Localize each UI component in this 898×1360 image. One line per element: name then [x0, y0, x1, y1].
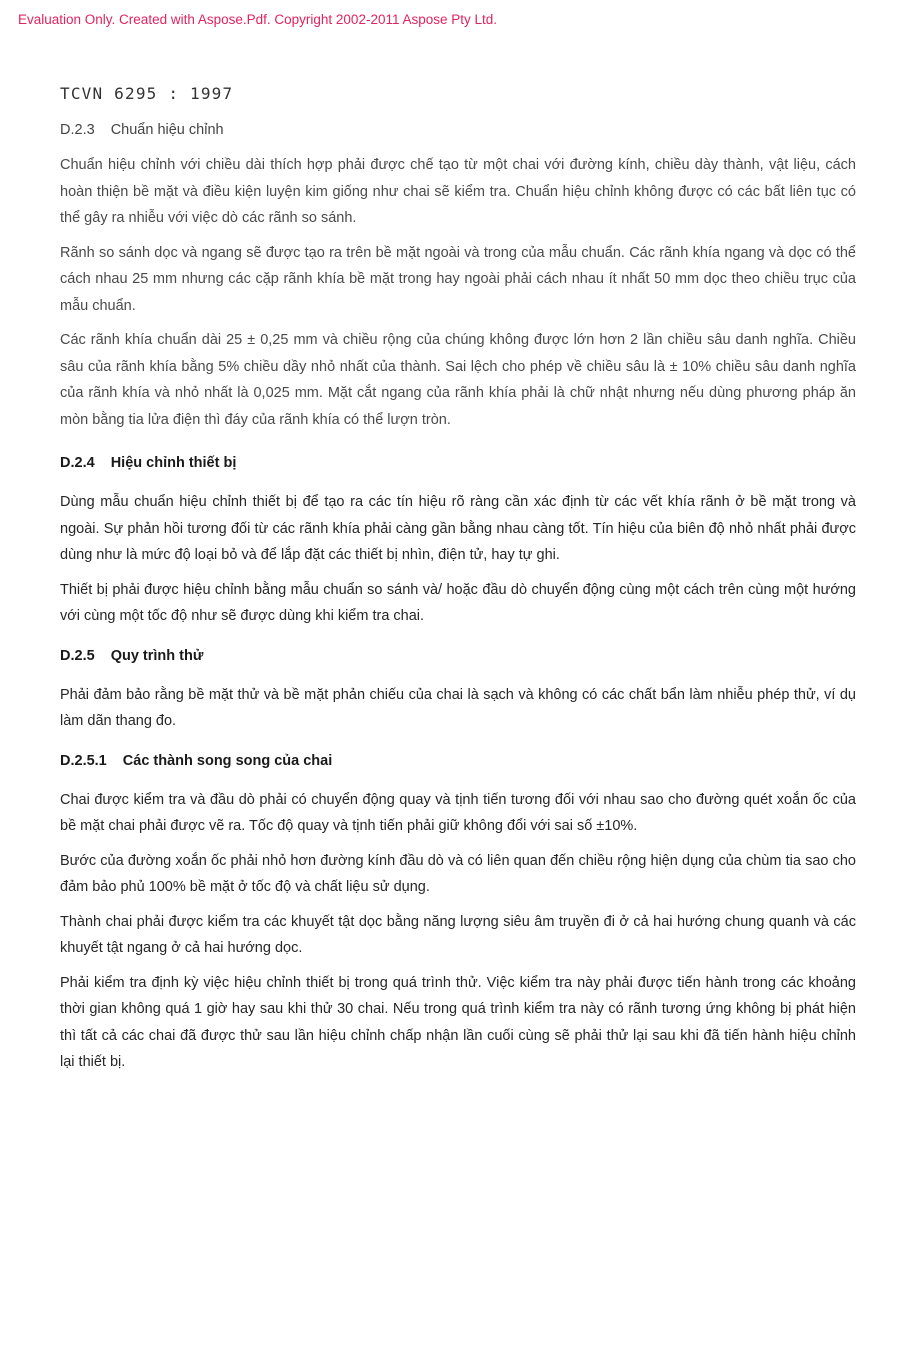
paragraph: Dùng mẫu chuẩn hiệu chỉnh thiết bị để tạo ra các tín hiệu rõ ràng cần xác định từ các vết khía rãnh ở bề mặt trong và ngoài. Sự phản hồi tương đối từ các rãnh khía phải càng gần bằng nhau càng tốt. Tín hiệu của biên độ nhỏ nhất phải được dùng như là mức độ loại bỏ và để lắp đặt các thiết bị nhìn, điện tử, hay tự ghi. — [60, 494, 856, 563]
section-number: D.2.5 — [60, 647, 95, 664]
section-d-2-4 — [60, 451, 856, 630]
section-heading — [60, 451, 856, 475]
section-title: Chuẩn hiệu chỉnh — [110, 122, 224, 138]
section-number: D.2.3 — [60, 122, 95, 138]
paragraph: Bước của đường xoắn ốc phải nhỏ hơn đường kính đầu dò và có liên quan đến chiều rộng hiện dụng của chùm tia sao cho đảm bảo phủ 100% bề mặt ở tốc độ và chất liệu sử dụng. — [60, 852, 856, 895]
paragraph: Thành chai phải được kiểm tra các khuyết tật dọc bằng năng lượng siêu âm truyền đi ở cả hai hướng chung quanh và các khuyết tật ngang ở cả hai hướng dọc. — [60, 913, 856, 956]
section-d-2-5-1 — [60, 749, 856, 1076]
section-title: Các thành song song của chai — [122, 752, 333, 769]
section-d-2-5 — [60, 644, 856, 735]
section-heading — [60, 118, 856, 142]
paragraph: Các rãnh khía chuẩn dài 25 ± 0,25 mm và chiều rộng của chúng không được lớn hơn 2 lần chiều sâu danh nghĩa. Chiều sâu của rãnh khía bằng 5% chiều dầy nhỏ nhất của thành. Sai lệch cho phép về chiều sâu là ± 10% chiều sâu danh nghĩa của rãnh khía và nhỏ nhất là 0,025 mm. Mặt cắt ngang của rãnh khía phải là chữ nhật nhưng nếu dùng phương pháp ăn mòn bằng tia lửa điện thì đáy của rãnh khía có thể lượn tròn. — [60, 332, 856, 428]
paragraph: Chai được kiểm tra và đầu dò phải có chuyển động quay và tịnh tiến tương đối với nhau sao cho đường quét xoắn ốc của bề mặt chai phải được vẽ ra. Tốc độ quay và tịnh tiến phải giữ không đổi với sai số ±10%. — [60, 791, 856, 834]
standard-code-header: TCVN 6295 : 1997 — [60, 84, 234, 103]
section-title: Hiệu chỉnh thiết bị — [110, 455, 237, 471]
section-heading — [60, 749, 856, 773]
paragraph: Thiết bị phải được hiệu chỉnh bằng mẫu chuẩn so sánh và/ hoặc đầu dò chuyển động cùng một cách trên cùng một hướng với cùng một tốc độ như sẽ được dùng khi kiểm tra chai. — [60, 581, 856, 624]
section-number: D.2.4 — [60, 455, 95, 471]
section-title: Quy trình thử — [110, 647, 204, 664]
section-d-2-3 — [60, 118, 856, 433]
paragraph: Phải đảm bảo rằng bề mặt thử và bề mặt phản chiếu của chai là sạch và không có các chất bẩn làm nhiễu phép thử, ví dụ làm dãn thang đo. — [60, 686, 856, 729]
paragraph: Phải kiểm tra định kỳ việc hiệu chỉnh thiết bị trong quá trình thử. Việc kiểm tra này phải được tiến hành trong các khoảng thời gian không quá 1 giờ hay sau khi thử 30 chai. Nếu trong quá trình kiểm tra này có rãnh tương ứng không bị phát hiện thì tất cả các chai đã được thử sau lần hiệu chỉnh chấp nhận lần cuối cùng sẽ phải thử lại sau khi đã tiến hành hiệu chỉnh lại thiết bị. — [60, 974, 856, 1070]
paragraph: Chuẩn hiệu chỉnh với chiều dài thích hợp phải được chế tạo từ một chai với đường kính, chiều dày thành, vật liệu, cách hoàn thiện bề mặt và điều kiện luyện kim giống như chai sẽ kiểm tra. Chuẩn hiệu chỉnh không được có các bất liên tục có thể gây ra nhiễu với việc dò các rãnh so sánh. — [60, 157, 856, 226]
paragraph: Rãnh so sánh dọc và ngang sẽ được tạo ra trên bề mặt ngoài và trong của mẫu chuẩn. Các rãnh khía ngang và dọc có thể cách nhau 25 mm nhưng các cặp rãnh khía bề mặt trong hay ngoài phải cách nhau ít nhất 50 mm dọc theo chiều trục của mẫu chuẩn. — [60, 244, 856, 314]
aspose-watermark: Evaluation Only. Created with Aspose.Pdf. Copyright 2002-2011 Aspose Pty Ltd. — [18, 12, 498, 27]
document-body — [60, 118, 856, 1084]
section-heading — [60, 644, 856, 668]
section-number: D.2.5.1 — [60, 752, 107, 769]
